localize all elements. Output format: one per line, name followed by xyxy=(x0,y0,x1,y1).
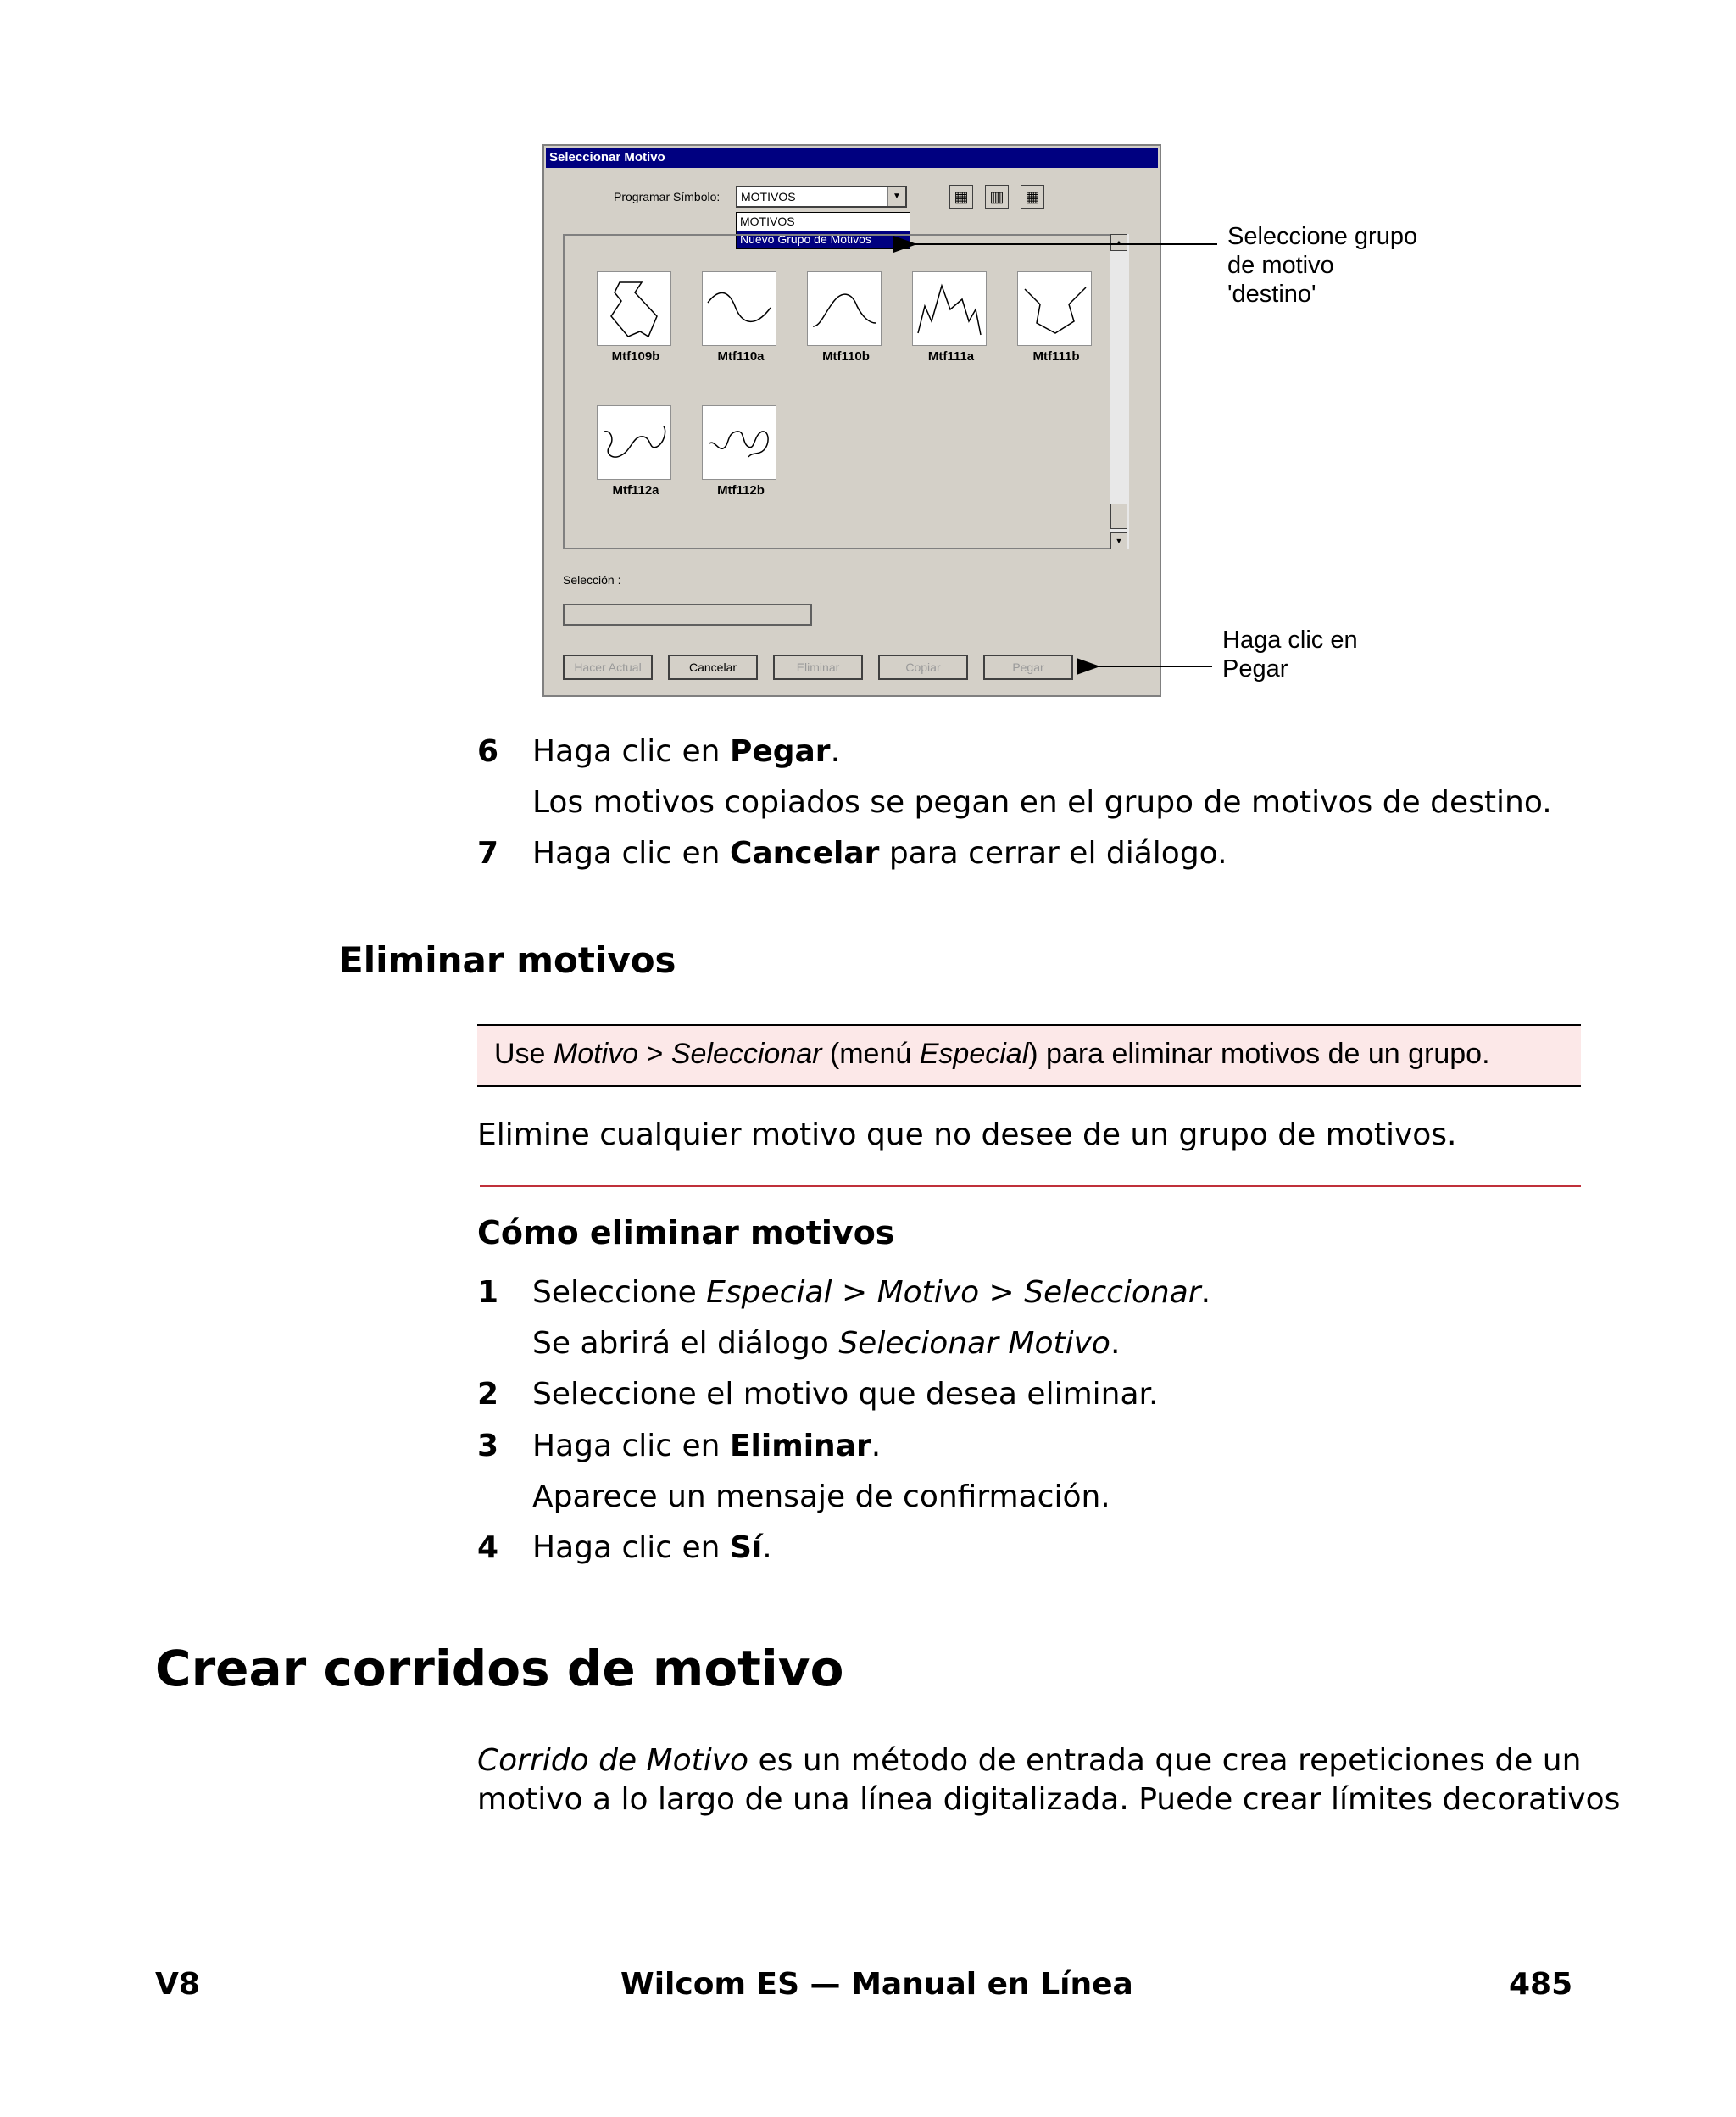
callout-line: Haga clic en xyxy=(1222,627,1358,654)
copy-button[interactable]: Copiar xyxy=(878,655,968,680)
step-3-text: Haga clic en Eliminar. xyxy=(532,1429,882,1463)
motif-name: Mtf111a xyxy=(927,349,975,364)
footer-page-number: 485 xyxy=(1509,1967,1573,2002)
motif-name: Mtf112b xyxy=(717,483,765,498)
callout-line: 'destino' xyxy=(1227,281,1316,308)
chapter-paragraph-line-1: Corrido de Motivo es un método de entrada que crea repeticiones de un xyxy=(477,1743,1582,1778)
dropdown-option-motivos[interactable]: MOTIVOS xyxy=(740,214,795,228)
howto-heading: Cómo eliminar motivos xyxy=(477,1214,895,1251)
scroll-up-icon[interactable]: ▲ xyxy=(1110,234,1127,251)
large-icons-view-icon[interactable]: ▦ xyxy=(949,185,973,209)
cancel-button[interactable]: Cancelar xyxy=(668,655,758,680)
scroll-down-icon[interactable]: ▼ xyxy=(1110,532,1127,549)
footer-version: V8 xyxy=(155,1967,200,2002)
motif-name: Mtf111b xyxy=(1032,349,1080,364)
step-1-text: Seleccione Especial > Motivo > Seleccionar. xyxy=(532,1275,1211,1310)
delete-button[interactable]: Eliminar xyxy=(773,655,863,680)
step-4-text: Haga clic en Sí. xyxy=(532,1530,772,1565)
motif-name: Mtf109b xyxy=(611,349,660,364)
menu-note xyxy=(477,1024,1581,1087)
step-6-detail: Los motivos copiados se pegan en el grupo de motivos de destino. xyxy=(532,785,1552,820)
paste-button[interactable]: Pegar xyxy=(983,655,1073,680)
combo-value: MOTIVOS xyxy=(741,190,796,203)
callout-line: Pegar xyxy=(1222,655,1288,682)
divider xyxy=(480,1185,1581,1187)
callout-arrows xyxy=(0,0,1736,763)
selection-label: Selección : xyxy=(563,573,621,587)
footer-manual-title: Wilcom ES — Manual en Línea xyxy=(620,1967,1133,2002)
callout-line: Seleccione grupo xyxy=(1227,223,1418,250)
step-number: 1 xyxy=(477,1275,499,1310)
dropdown-option-new-group[interactable]: Nuevo Grupo de Motivos xyxy=(737,231,910,248)
step-1-detail: Se abrirá el diálogo Selecionar Motivo. xyxy=(532,1326,1121,1361)
step-3-detail: Aparece un mensaje de confirmación. xyxy=(532,1479,1110,1514)
step-number: 3 xyxy=(477,1429,499,1463)
callout-line: de motivo xyxy=(1227,252,1334,279)
paste-callout xyxy=(1222,626,1358,683)
details-view-icon[interactable]: ▦ xyxy=(1021,185,1044,209)
dialog-title: Seleccionar Motivo xyxy=(546,148,1158,168)
section-intro: Elimine cualquier motivo que no desee de un grupo de motivos. xyxy=(477,1117,1457,1152)
motif-name: Mtf110a xyxy=(717,349,765,364)
step-number: 4 xyxy=(477,1530,499,1565)
chevron-down-icon[interactable]: ▼ xyxy=(887,187,905,206)
motif-name: Mtf110b xyxy=(822,349,870,364)
chapter-heading: Crear corridos de motivo xyxy=(155,1640,844,1697)
list-view-icon[interactable]: ▥ xyxy=(985,185,1009,209)
section-heading: Eliminar motivos xyxy=(339,939,676,981)
group-callout xyxy=(1227,222,1417,309)
motif-name: Mtf112a xyxy=(612,483,659,498)
step-7-text: Haga clic en Cancelar para cerrar el diálogo. xyxy=(532,836,1227,871)
step-2-text: Seleccione el motivo que desea eliminar. xyxy=(532,1377,1159,1412)
make-current-button[interactable]: Hacer Actual xyxy=(563,655,653,680)
step-number: 7 xyxy=(477,836,499,871)
step-6-text: Haga clic en Pegar. xyxy=(532,734,841,769)
step-number: 2 xyxy=(477,1377,499,1412)
program-symbol-label: Programar Símbolo: xyxy=(614,190,721,203)
menu-note-text: Use Motivo > Seleccionar (menú Especial) para eliminar motivos de un grupo. xyxy=(494,1038,1490,1070)
chapter-paragraph-line-2: motivo a lo largo de una línea digitalizada. Puede crear límites decorativos xyxy=(477,1782,1621,1817)
step-number: 6 xyxy=(477,734,499,769)
